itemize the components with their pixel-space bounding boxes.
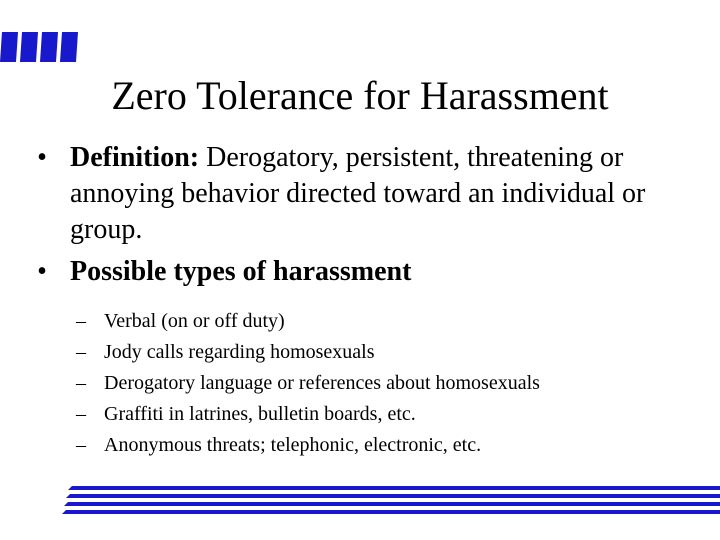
- en-dash-icon: –: [76, 372, 86, 394]
- list-item: [72, 430, 692, 461]
- bullet-text: Derogatory, persistent, threatening or annoying behavior directed toward an individual or group.: [70, 142, 646, 245]
- blue-bars-icon: [0, 32, 80, 62]
- slide-title: Zero Tolerance for Harassment: [111, 73, 609, 118]
- list-item: [72, 399, 692, 430]
- bullet-definition: [32, 140, 702, 248]
- sub-item-text: Graffiti in latrines, bulletin boards, etc.: [104, 403, 416, 425]
- bullet-label: Definition:: [70, 142, 200, 173]
- bullet-harassment-types: [32, 254, 702, 290]
- en-dash-icon: –: [76, 310, 86, 332]
- list-item: [72, 368, 692, 399]
- bullet-label: Possible types of harassment: [70, 256, 412, 287]
- sub-bullet-list: [72, 306, 692, 461]
- list-item: [72, 337, 692, 368]
- sub-item-text: Derogatory language or references about homosexuals: [104, 372, 540, 394]
- en-dash-icon: –: [76, 434, 86, 456]
- en-dash-icon: –: [76, 403, 86, 425]
- blue-stripes-icon: [0, 486, 720, 518]
- bullet-dot-icon: •: [37, 256, 47, 287]
- sub-item-text: Anonymous threats; telephonic, electronic, etc.: [104, 434, 482, 456]
- bullet-list: [32, 140, 702, 290]
- list-item: [72, 306, 692, 337]
- sub-item-text: Verbal (on or off duty): [104, 310, 285, 332]
- sub-item-text: Jody calls regarding homosexuals: [104, 341, 375, 363]
- bullet-dot-icon: •: [37, 142, 47, 173]
- en-dash-icon: –: [76, 341, 86, 363]
